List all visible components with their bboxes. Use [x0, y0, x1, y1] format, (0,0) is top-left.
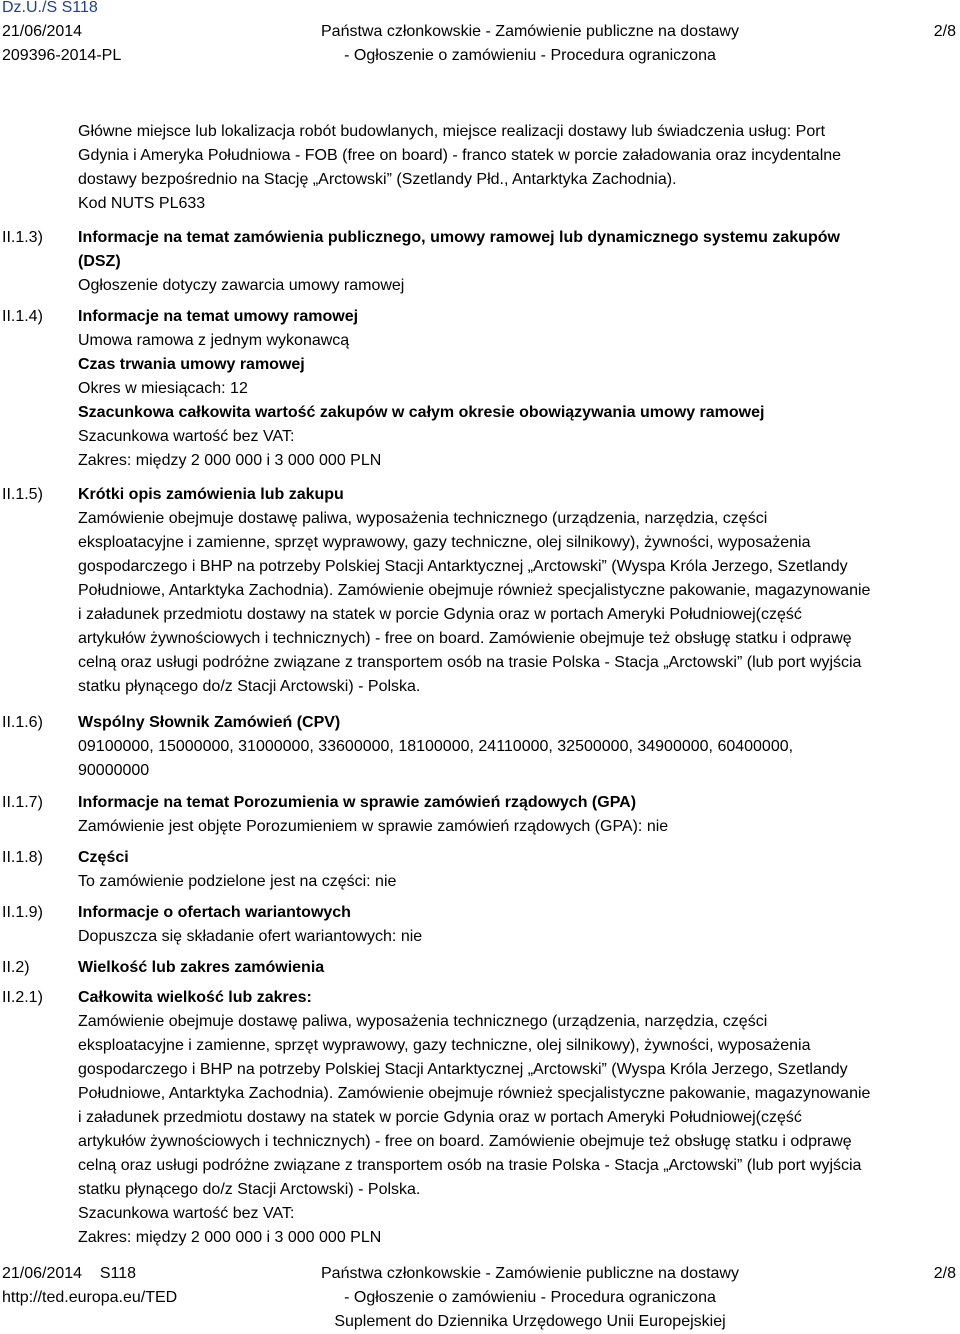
- footer-page-number: 2/8: [933, 1265, 956, 1282]
- section-number: II.1.5): [2, 486, 43, 503]
- section-body: [78, 226, 958, 298]
- intro-line: Gdynia i Ameryka Południowa - FOB (free on board) - franco statek w porcie załadowania oraz incydentalne: [78, 147, 842, 164]
- section-body: [78, 986, 958, 1250]
- section-body: [78, 711, 958, 783]
- description-line: eksploatacyjne i zamienne, sprzęt wyprawowy, gazy techniczne, olej silnikowy), żywności, wyposażenia: [78, 1037, 811, 1054]
- section-heading-cont: (DSZ): [78, 253, 121, 270]
- description-line: statku płynącego do/z Stacji Arctowski) - Polska.: [78, 678, 421, 695]
- intro-line: Główne miejsce lub lokalizacja robót budowlanych, miejsce realizacji dostawy lub świadczenia usług: Port: [78, 123, 826, 140]
- section-number: II.1.9): [2, 904, 43, 921]
- section-text: Szacunkowa wartość bez VAT:: [78, 428, 295, 445]
- section-body: [78, 483, 958, 699]
- nuts-code: Kod NUTS PL633: [78, 195, 206, 212]
- section-text: Umowa ramowa z jednym wykonawcą: [78, 332, 350, 349]
- description-line: Zamówienie obejmuje dostawę paliwa, wyposażenia technicznego (urządzenia, narzędzia, części: [78, 1013, 768, 1030]
- section-text: Zakres: między 2 000 000 i 3 000 000 PLN: [78, 452, 382, 469]
- section-heading: Informacje na temat Porozumienia w sprawie zamówień rządowych (GPA): [78, 794, 637, 811]
- section-heading: Wielkość lub zakres zamówienia: [78, 959, 325, 976]
- section-heading: Części: [78, 849, 129, 866]
- footer-title-line2: - Ogłoszenie o zamówieniu - Procedura ograniczona: [344, 1289, 716, 1306]
- section-body: [78, 305, 958, 473]
- header-ref: 209396-2014-PL: [2, 47, 122, 64]
- section-body: [78, 791, 958, 839]
- section-heading: Informacje na temat zamówienia publicznego, umowy ramowej lub dynamicznego systemu zakupów: [78, 229, 840, 246]
- section-heading: Krótki opis zamówienia lub zakupu: [78, 486, 344, 503]
- description-line: artykułów żywnościowych i technicznych) - free on board. Zamówienie obejmuje też obsługę statku i odprawę: [78, 1133, 852, 1150]
- header-title-line2: - Ogłoszenie o zamówieniu - Procedura ograniczona: [344, 47, 716, 64]
- description-line: celną oraz usługi podróżne związane z transportem osób na trasie Polska - Stacja „Arctowski” (lub port wyjścia: [78, 654, 862, 671]
- section-text: Ogłoszenie dotyczy zawarcia umowy ramowej: [78, 277, 405, 294]
- header-date: 21/06/2014: [2, 23, 83, 40]
- footer-url[interactable]: http://ted.europa.eu/TED: [2, 1289, 178, 1306]
- footer-date: 21/06/2014: [2, 1265, 83, 1282]
- section-heading: Informacje na temat umowy ramowej: [78, 308, 359, 325]
- section-number: II.1.7): [2, 794, 43, 811]
- section-body: [78, 956, 958, 980]
- description-line: Południowe, Antarktyka Zachodnia). Zamówienie obejmuje również specjalistyczne pakowanie, magazynowanie: [78, 1085, 871, 1102]
- cpv-codes-cont: 90000000: [78, 762, 150, 779]
- description-line: artykułów żywnościowych i technicznych) - free on board. Zamówienie obejmuje też obsługę statku i odprawę: [78, 630, 852, 647]
- description-line: eksploatacyjne i zamienne, sprzęt wyprawowy, gazy techniczne, olej silnikowy), żywności, wyposażenia: [78, 534, 811, 551]
- description-line: i załadunek przedmiotu dostawy na statek w porcie Gdynia oraz w portach Ameryki Południowej(część: [78, 1109, 802, 1126]
- section-body: [78, 901, 958, 949]
- header-journal[interactable]: Dz.U./S S118: [2, 0, 98, 16]
- page-footer: [0, 1262, 960, 1334]
- section-number: II.1.3): [2, 229, 43, 246]
- section-heading: Całkowita wielkość lub zakres:: [78, 989, 312, 1006]
- value-label: Szacunkowa wartość bez VAT:: [78, 1205, 295, 1222]
- section-text: Okres w miesiącach: 12: [78, 380, 248, 397]
- section-text: Dopuszcza się składanie ofert wariantowych: nie: [78, 928, 423, 945]
- section-text: Zamówienie jest objęte Porozumieniem w sprawie zamówień rządowych (GPA): nie: [78, 818, 669, 835]
- header-page-number: 2/8: [933, 23, 956, 40]
- section-heading: Wspólny Słownik Zamówień (CPV): [78, 714, 341, 731]
- section-number: II.2): [2, 959, 30, 976]
- section-body: [78, 846, 958, 894]
- intro-location: [78, 120, 958, 216]
- section-subheading: Szacunkowa całkowita wartość zakupów w całym okresie obowiązywania umowy ramowej: [78, 404, 765, 421]
- description-line: gospodarczego i BHP na potrzeby Polskiej Stacji Antarktycznej „Arctowski” (Wyspa Króla Jerzego, Szetlandy: [78, 558, 848, 575]
- description-line: statku płynącego do/z Stacji Arctowski) - Polska.: [78, 1181, 421, 1198]
- description-line: gospodarczego i BHP na potrzeby Polskiej Stacji Antarktycznej „Arctowski” (Wyspa Króla Jerzego, Szetlandy: [78, 1061, 848, 1078]
- page-header: [0, 0, 960, 70]
- section-number: II.1.8): [2, 849, 43, 866]
- footer-date-journal: [2, 1262, 136, 1286]
- section-number: II.1.4): [2, 308, 43, 325]
- section-number: II.2.1): [2, 989, 43, 1006]
- section-number: II.1.6): [2, 714, 43, 731]
- description-line: celną oraz usługi podróżne związane z transportem osób na trasie Polska - Stacja „Arctowski” (lub port wyjścia: [78, 1157, 862, 1174]
- section-heading: Informacje o ofertach wariantowych: [78, 904, 351, 921]
- section-text: To zamówienie podzielone jest na części: nie: [78, 873, 397, 890]
- cpv-codes: 09100000, 15000000, 31000000, 33600000, 18100000, 24110000, 32500000, 34900000, 60400000,: [78, 738, 794, 755]
- description-line: Południowe, Antarktyka Zachodnia). Zamówienie obejmuje również specjalistyczne pakowanie, magazynowanie: [78, 582, 871, 599]
- description-line: Zamówienie obejmuje dostawę paliwa, wyposażenia technicznego (urządzenia, narzędzia, części: [78, 510, 768, 527]
- value-range: Zakres: między 2 000 000 i 3 000 000 PLN: [78, 1229, 382, 1246]
- intro-line: dostawy bezpośrednio na Stację „Arctowski” (Szetlandy Płd., Antarktyka Zachodnia).: [78, 171, 677, 188]
- footer-title-line1: Państwa członkowskie - Zamówienie publiczne na dostawy: [321, 1265, 739, 1282]
- section-subheading: Czas trwania umowy ramowej: [78, 356, 305, 373]
- footer-title-line3: Suplement do Dziennika Urzędowego Unii Europejskiej: [334, 1313, 726, 1330]
- header-title-line1: Państwa członkowskie - Zamówienie publiczne na dostawy: [321, 23, 739, 40]
- description-line: i załadunek przedmiotu dostawy na statek w porcie Gdynia oraz w portach Ameryki Południowej(część: [78, 606, 802, 623]
- footer-journal: S118: [99, 1265, 137, 1282]
